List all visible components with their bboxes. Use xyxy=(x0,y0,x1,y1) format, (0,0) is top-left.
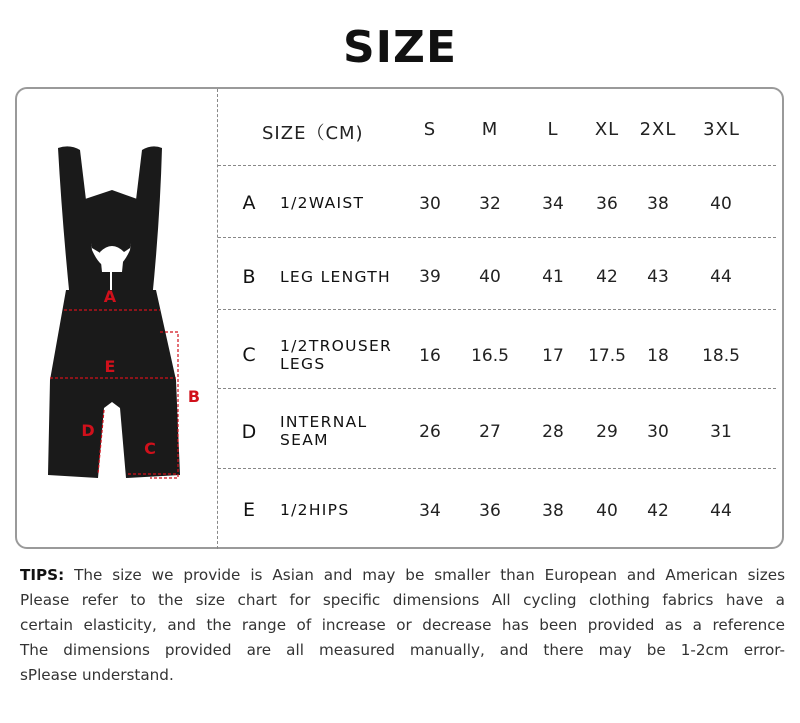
table-cell: 38 xyxy=(542,501,564,521)
table-cell: 38 xyxy=(647,194,669,214)
page-title: SIZE xyxy=(342,22,458,73)
table-cell: 16 xyxy=(419,346,441,366)
column-divider xyxy=(217,89,218,549)
table-cell: 36 xyxy=(479,501,501,521)
row-letter-b: B xyxy=(242,266,256,288)
size-header-label: SIZE（CM) xyxy=(262,123,364,144)
table-cell: 31 xyxy=(710,422,732,442)
tips-text: The size we provide is Asian and may be smaller than European and American sizes xyxy=(64,566,785,584)
size-header-l: L xyxy=(547,119,559,140)
bib-chest-cutout xyxy=(100,246,124,272)
size-header-m: M xyxy=(481,119,499,140)
measurement-name: INTERNAL SEAM xyxy=(280,413,368,449)
table-cell: 30 xyxy=(419,194,441,214)
measurement-name: 1/2HIPS xyxy=(280,501,350,519)
row-letter-d: D xyxy=(241,421,257,443)
row-divider xyxy=(218,468,776,469)
table-cell: 18 xyxy=(647,346,669,366)
row-divider xyxy=(218,388,776,389)
table-cell: 39 xyxy=(419,267,441,287)
table-cell: 41 xyxy=(542,267,564,287)
diagram-label-a: A xyxy=(103,287,117,306)
row-letter-c: C xyxy=(242,344,256,366)
tips-section xyxy=(20,563,785,688)
row-divider xyxy=(218,237,776,238)
table-cell: 17.5 xyxy=(588,346,626,366)
tips-line-4: The dimensions provided are all measured manually, and there may be 1-2cm error- xyxy=(20,641,785,659)
table-cell: 42 xyxy=(647,501,669,521)
table-cell: 32 xyxy=(479,194,501,214)
row-divider xyxy=(218,165,776,166)
size-header-s: S xyxy=(423,119,437,140)
table-cell: 30 xyxy=(647,422,669,442)
table-cell: 29 xyxy=(596,422,618,442)
table-cell: 28 xyxy=(542,422,564,442)
diagram-label-b: B xyxy=(187,387,201,406)
table-cell: 26 xyxy=(419,422,441,442)
row-divider xyxy=(218,309,776,310)
tips-line-3: certain elasticity, and the range of increase or decrease has been provided as a reference xyxy=(20,616,785,634)
table-cell: 44 xyxy=(710,501,732,521)
table-cell: 18.5 xyxy=(702,346,740,366)
diagram-label-e: E xyxy=(104,357,116,376)
tips-line-5: sPlease understand. xyxy=(20,666,174,684)
size-header-3xl: 3XL xyxy=(703,119,740,140)
table-cell: 40 xyxy=(479,267,501,287)
diagram-label-d: D xyxy=(81,421,95,440)
table-cell: 43 xyxy=(647,267,669,287)
table-cell: 17 xyxy=(542,346,564,366)
diagram-label-c: C xyxy=(144,439,156,458)
table-cell: 34 xyxy=(542,194,564,214)
table-cell: 36 xyxy=(596,194,618,214)
tips-label: TIPS: xyxy=(20,566,65,584)
table-cell: 42 xyxy=(596,267,618,287)
size-header-xl: XL xyxy=(594,119,620,140)
table-cell: 34 xyxy=(419,501,441,521)
table-cell: 16.5 xyxy=(471,346,509,366)
measurement-name: LEG LENGTH xyxy=(280,268,391,286)
table-cell: 44 xyxy=(710,267,732,287)
table-cell: 27 xyxy=(479,422,501,442)
tips-line-2: Please refer to the size chart for specific dimensions All cycling clothing fabrics have a xyxy=(20,591,785,609)
shorts-body xyxy=(48,290,180,478)
bib-shorts-diagram xyxy=(30,140,210,485)
row-letter-e: E xyxy=(242,499,255,521)
table-cell: 40 xyxy=(596,501,618,521)
tips-line-1 xyxy=(20,563,785,588)
measurement-name: 1/2TROUSER LEGS xyxy=(280,337,393,373)
row-letter-a: A xyxy=(242,192,256,214)
measurement-name: 1/2WAIST xyxy=(280,194,365,212)
size-header-2xl: 2XL xyxy=(639,119,677,140)
table-cell: 40 xyxy=(710,194,732,214)
